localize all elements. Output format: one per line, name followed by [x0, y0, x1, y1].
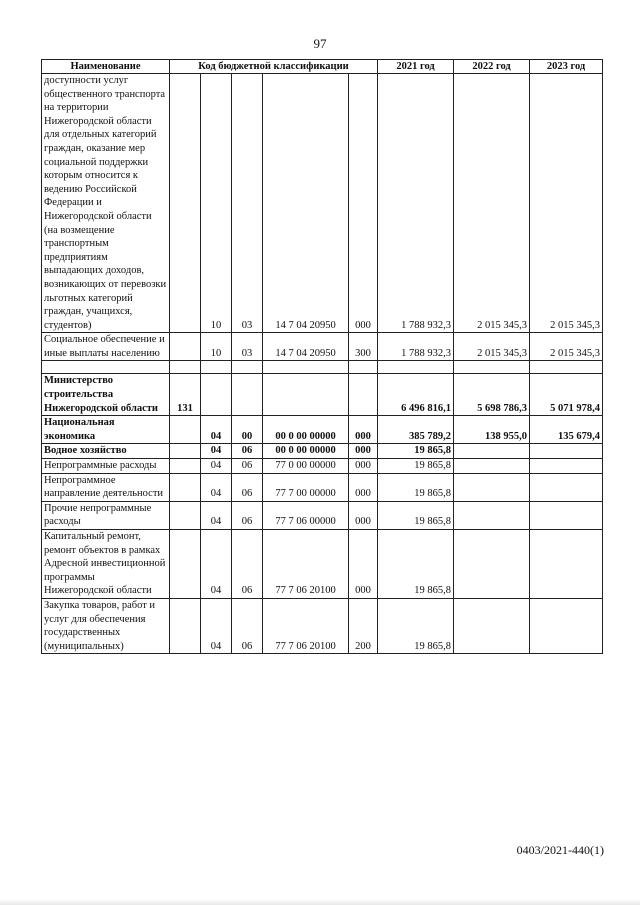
- row-name: [42, 361, 170, 374]
- value-2022: 5 698 786,3: [454, 374, 530, 416]
- code-section: 04: [201, 473, 232, 501]
- value-2021: 1 788 932,3: [378, 333, 454, 361]
- table-row: [42, 374, 603, 416]
- row-name: Водное хозяйство: [42, 444, 170, 459]
- code-target: 00 0 00 00000: [263, 416, 349, 444]
- code-section: 04: [201, 444, 232, 459]
- value-2022: [454, 444, 530, 459]
- table-row: [42, 74, 603, 333]
- table-row: [42, 501, 603, 529]
- row-name: доступности услуг общественного транспорта на территории Нижегородской области для отдельных категорий граждан, оказание мер социальной поддержки которым относится к ведению Российской Федерации и Нижегородской области (на возмещение транспортным предприятиям выпадающих доходов, возникающих от перевозки льготных категорий граждан, учащихся, студентов): [42, 74, 170, 333]
- value-2021: 19 865,8: [378, 473, 454, 501]
- code-target: 77 0 00 00000: [263, 459, 349, 474]
- table-row: [42, 459, 603, 474]
- row-name: Министерство строительства Нижегородской области: [42, 374, 170, 416]
- code-subsection: 06: [232, 459, 263, 474]
- value-2022: [454, 459, 530, 474]
- value-2021: 6 496 816,1: [378, 374, 454, 416]
- value-2023: 135 679,4: [530, 416, 603, 444]
- code-subsection: 06: [232, 501, 263, 529]
- code-admin: [170, 530, 201, 599]
- header-code: Код бюджетной классификации: [170, 60, 378, 74]
- code-expense-type: [349, 361, 378, 374]
- code-expense-type: 000: [349, 501, 378, 529]
- table-body: [42, 74, 603, 654]
- code-admin: [170, 416, 201, 444]
- value-2023: [530, 444, 603, 459]
- code-subsection: 06: [232, 598, 263, 653]
- code-target: [263, 361, 349, 374]
- value-2023: [530, 598, 603, 653]
- code-target: 14 7 04 20950: [263, 333, 349, 361]
- value-2022: 2 015 345,3: [454, 333, 530, 361]
- value-2021: 19 865,8: [378, 598, 454, 653]
- budget-table: [41, 59, 603, 654]
- value-2023: 2 015 345,3: [530, 333, 603, 361]
- scan-edge: [0, 899, 640, 905]
- code-subsection: [232, 361, 263, 374]
- code-admin: [170, 459, 201, 474]
- value-2021: [378, 361, 454, 374]
- code-section: [201, 374, 232, 416]
- header-name: Наименование: [42, 60, 170, 74]
- code-expense-type: 000: [349, 459, 378, 474]
- value-2021: 19 865,8: [378, 459, 454, 474]
- code-expense-type: 000: [349, 473, 378, 501]
- value-2022: 2 015 345,3: [454, 74, 530, 333]
- code-section: 04: [201, 530, 232, 599]
- value-2022: [454, 473, 530, 501]
- value-2023: 2 015 345,3: [530, 74, 603, 333]
- code-admin: [170, 74, 201, 333]
- code-admin: [170, 361, 201, 374]
- value-2022: [454, 598, 530, 653]
- code-subsection: 03: [232, 333, 263, 361]
- code-admin: 131: [170, 374, 201, 416]
- code-admin: [170, 444, 201, 459]
- value-2023: [530, 501, 603, 529]
- header-2023: 2023 год: [530, 60, 603, 74]
- code-section: 10: [201, 74, 232, 333]
- row-name: Капитальный ремонт, ремонт объектов в рамках Адресной инвестиционной программы Нижегородской области: [42, 530, 170, 599]
- code-target: 00 0 00 00000: [263, 444, 349, 459]
- row-name: Закупка товаров, работ и услуг для обеспечения государственных (муниципальных): [42, 598, 170, 653]
- code-subsection: 06: [232, 444, 263, 459]
- table-row: [42, 444, 603, 459]
- code-target: [263, 374, 349, 416]
- value-2023: [530, 530, 603, 599]
- value-2021: 19 865,8: [378, 444, 454, 459]
- code-subsection: 06: [232, 473, 263, 501]
- table-row: [42, 361, 603, 374]
- code-expense-type: 000: [349, 530, 378, 599]
- code-expense-type: 200: [349, 598, 378, 653]
- value-2021: 19 865,8: [378, 530, 454, 599]
- value-2023: 5 071 978,4: [530, 374, 603, 416]
- code-subsection: [232, 374, 263, 416]
- code-target: 14 7 04 20950: [263, 74, 349, 333]
- code-admin: [170, 333, 201, 361]
- code-expense-type: 000: [349, 444, 378, 459]
- row-name: Национальная экономика: [42, 416, 170, 444]
- code-expense-type: 300: [349, 333, 378, 361]
- row-name: Социальное обеспечение и иные выплаты населению: [42, 333, 170, 361]
- value-2022: [454, 530, 530, 599]
- code-expense-type: 000: [349, 416, 378, 444]
- code-section: 04: [201, 459, 232, 474]
- table-row: [42, 416, 603, 444]
- row-name: Непрограммные расходы: [42, 459, 170, 474]
- row-name: Непрограммное направление деятельности: [42, 473, 170, 501]
- code-section: 04: [201, 501, 232, 529]
- value-2022: [454, 501, 530, 529]
- code-expense-type: 000: [349, 74, 378, 333]
- row-name: Прочие непрограммные расходы: [42, 501, 170, 529]
- value-2022: 138 955,0: [454, 416, 530, 444]
- value-2022: [454, 361, 530, 374]
- code-target: 77 7 00 00000: [263, 473, 349, 501]
- code-target: 77 7 06 20100: [263, 598, 349, 653]
- code-section: 10: [201, 333, 232, 361]
- value-2023: [530, 473, 603, 501]
- code-admin: [170, 501, 201, 529]
- header-2022: 2022 год: [454, 60, 530, 74]
- table-row: [42, 333, 603, 361]
- table-row: [42, 473, 603, 501]
- code-admin: [170, 473, 201, 501]
- page-number: 97: [313, 36, 327, 51]
- code-section: 04: [201, 416, 232, 444]
- code-target: 77 7 06 00000: [263, 501, 349, 529]
- value-2023: [530, 361, 603, 374]
- code-subsection: 03: [232, 74, 263, 333]
- document-number: 0403/2021-440(1): [516, 843, 604, 857]
- table-row: [42, 598, 603, 653]
- code-target: 77 7 06 20100: [263, 530, 349, 599]
- value-2021: 1 788 932,3: [378, 74, 454, 333]
- table-row: [42, 530, 603, 599]
- code-expense-type: [349, 374, 378, 416]
- header-2021: 2021 год: [378, 60, 454, 74]
- value-2023: [530, 459, 603, 474]
- code-subsection: 06: [232, 530, 263, 599]
- code-section: 04: [201, 598, 232, 653]
- table-header-row: [42, 60, 603, 74]
- code-admin: [170, 598, 201, 653]
- code-subsection: 00: [232, 416, 263, 444]
- value-2021: 385 789,2: [378, 416, 454, 444]
- code-section: [201, 361, 232, 374]
- value-2021: 19 865,8: [378, 501, 454, 529]
